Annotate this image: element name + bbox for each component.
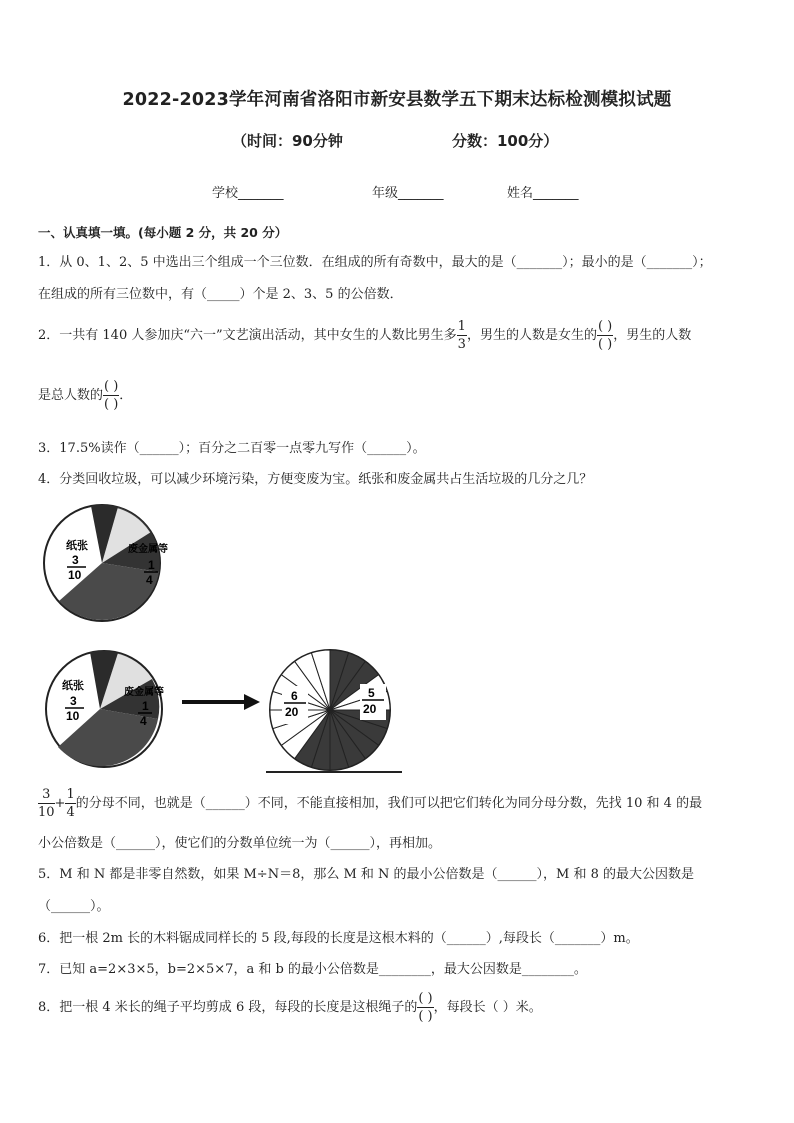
question-2-text-d: 是总人数的 <box>38 388 104 403</box>
paper-label: 纸张 <box>66 540 88 552</box>
arrow-right-icon <box>180 691 262 713</box>
blank-numerator: ( ) <box>104 379 119 394</box>
score-label: 分数：100分） <box>452 132 559 150</box>
question-2-line-2 <box>38 378 132 413</box>
metal-numerator: 1 <box>142 699 149 713</box>
paper-denominator: 10 <box>68 568 82 582</box>
fraction-one-quarter <box>65 786 75 821</box>
school-field[interactable]: 学校_______ <box>212 186 284 201</box>
blank-denominator: ( ) <box>418 1009 433 1024</box>
fraction-denominator: 4 <box>66 805 75 820</box>
question-8-text-b: ，每段长（ ）米。 <box>433 1000 542 1015</box>
question-4-line-1: $\frac{3}{10}$ + $\frac{1}{4}$ 的分母不同，也就是（______）不同，不能直接相加，我们可以把它们转化为同分母分数，先找 10 和 4 的最 <box>38 787 703 820</box>
section-heading: 一、认真填一填。(每小题 2 分，共 20 分） <box>38 225 288 240</box>
fraction-numerator: 3 <box>38 786 55 804</box>
pie-chart-left <box>40 647 168 771</box>
question-6: 6．把一根 2m 长的木料锯成同样长的 5 段,每段的长度是这根木料的（______）,每段长（_______）m。 <box>38 931 639 946</box>
question-4-explain: 的分母不同，也就是（______）不同，不能直接相加，我们可以把它们转化为同分母分数，先找 10 和 4 的最 <box>75 796 703 811</box>
question-5-line-2: （______）。 <box>38 899 110 914</box>
question-2-text-c: ，男生的人数 <box>613 328 692 343</box>
metal-label: 废金属等 <box>124 687 164 698</box>
fraction-numerator: 1 <box>66 787 75 802</box>
twenty-label-b: 20 <box>363 702 377 716</box>
question-2-text-b: ，男生的人数是女生的 <box>466 328 597 343</box>
question-4-text: 4．分类回收垃圾，可以减少环境污染，方便变废为宝。纸张和废金属共占生活垃圾的几分之几？ <box>38 472 593 487</box>
time-label: （时间：90分钟 <box>232 132 343 150</box>
paper-numerator: 3 <box>70 694 77 708</box>
question-2-text-e: ． <box>119 388 133 403</box>
fraction-three-tenths <box>38 786 55 821</box>
question-1-line-2: 在组成的所有三位数中，有（_____）个是 2、3、5 的公倍数． <box>38 287 403 302</box>
question-5-line-1: 5．M 和 N 都是非零自然数，如果 M÷N＝8，那么 M 和 N 的最小公倍数是（______），M 和 8 的最大公因数是 <box>38 867 695 882</box>
grade-field[interactable]: 年级_______ <box>372 186 444 201</box>
blank-fraction[interactable] <box>417 990 433 1025</box>
fraction-numerator: 1 <box>457 319 466 334</box>
fraction-one-third <box>457 318 467 353</box>
question-7: 7．已知 a=2×3×5，b=2×5×7，a 和 b 的最小公倍数是________，最大公因数是________。 <box>38 962 587 977</box>
blank-fraction[interactable] <box>103 378 119 413</box>
name-field[interactable]: 姓名_______ <box>507 186 579 201</box>
blank-denominator: ( ) <box>104 397 119 412</box>
fraction-denominator: 3 <box>457 337 466 352</box>
question-1-line-1: 1．从 0、1、2、5 中选出三个组成一个三位数．在组成的所有奇数中，最大的是（_______）；最小的是（_______）； <box>38 255 712 270</box>
blank-numerator: ( ) <box>597 319 613 334</box>
five-label: 5 <box>368 686 375 700</box>
question-3: 3．17.5%读作（______）；百分之二百零一点零九写作（______）。 <box>38 441 426 456</box>
metal-label: 废金属等 <box>128 544 168 555</box>
blank-fraction[interactable] <box>597 318 613 353</box>
fraction-denominator: 10 <box>38 805 55 820</box>
metal-denominator: 4 <box>146 573 153 587</box>
metal-numerator: 1 <box>148 558 155 572</box>
twenty-label: 20 <box>285 705 299 719</box>
blank-denominator: ( ) <box>597 337 613 352</box>
question-2-text-a: 2．一共有 140 人参加庆“六一”文艺演出活动，其中女生的人数比男生多 <box>38 328 457 343</box>
pie-chart-top <box>42 497 168 629</box>
paper-label: 纸张 <box>62 680 84 692</box>
page-title: 2022-2023学年河南省洛阳市新安县数学五下期末达标检测模拟试题 <box>122 90 672 110</box>
question-8 <box>38 990 542 1025</box>
question-8-text-a: 8．把一根 4 米长的绳子平均剪成 6 段，每段的长度是这根绳子的 <box>38 1000 418 1015</box>
question-4-line-2: 小公倍数是（______），使它们的分数单位统一为（______），再相加。 <box>38 836 442 851</box>
pie-chart-twenty-parts <box>266 646 404 778</box>
question-2-line-1 <box>38 318 691 353</box>
metal-denominator: 4 <box>140 714 147 728</box>
six-label: 6 <box>291 689 298 703</box>
blank-numerator: ( ) <box>418 991 433 1006</box>
paper-denominator: 10 <box>66 709 80 723</box>
paper-numerator: 3 <box>72 553 79 567</box>
